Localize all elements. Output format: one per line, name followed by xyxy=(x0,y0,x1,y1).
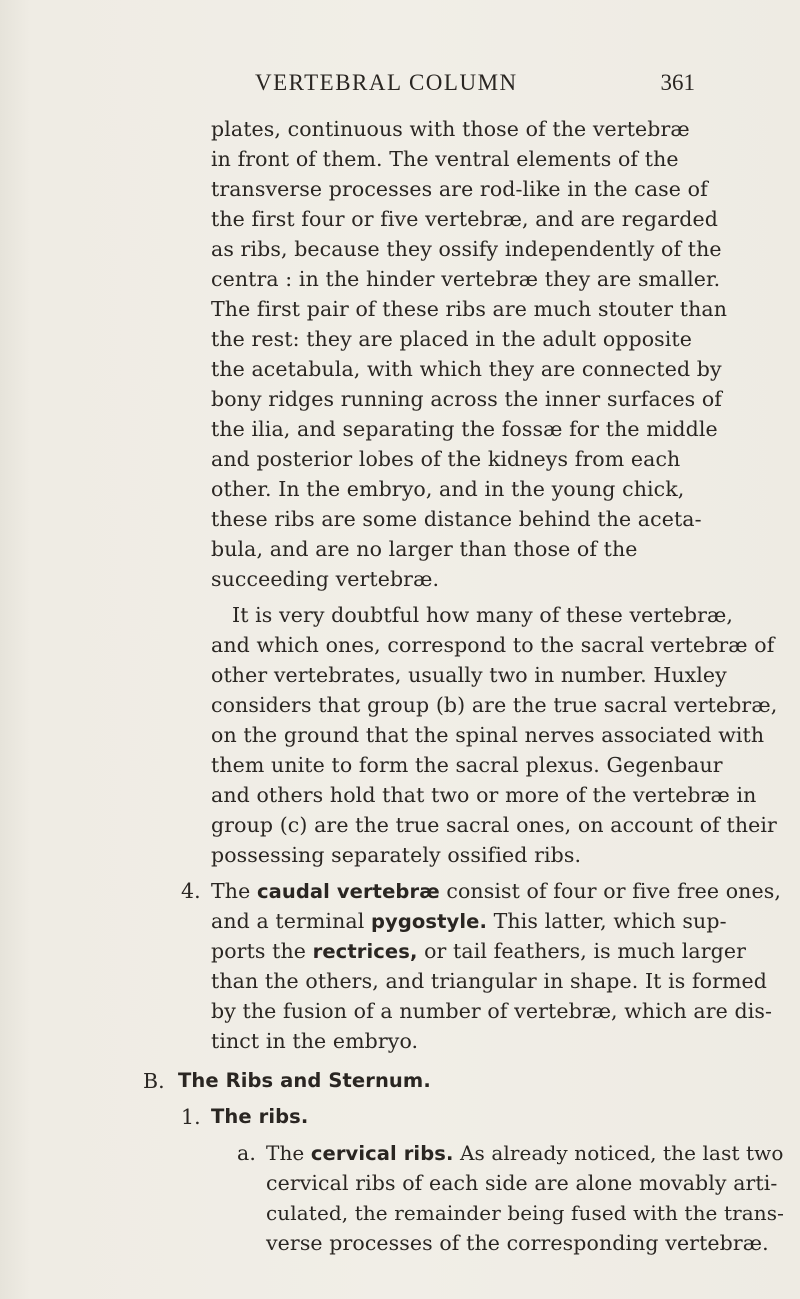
text-line: culated, the remainder being fused with the trans- xyxy=(266,1201,784,1225)
text-line: centra : in the hinder vertebræ they are smaller. xyxy=(211,267,721,291)
section-heading: The Ribs and Sternum. xyxy=(178,1069,431,1092)
text-line: the ilia, and separating the fossæ for the middle xyxy=(211,417,718,441)
text-line: The first pair of these ribs are much stouter than xyxy=(211,297,728,321)
text-line: other vertebrates, usually two in number. Huxley xyxy=(211,663,727,687)
list-number: 4. xyxy=(181,879,201,903)
text: consist of four or five free ones, xyxy=(446,879,781,903)
text-line: the first four or five vertebræ, and are regarded xyxy=(211,207,718,231)
text-line: as ribs, because they ossify independently of the xyxy=(211,237,722,261)
text-line: them unite to form the sacral plexus. Gegenbaur xyxy=(211,753,723,777)
text-line: plates, continuous with those of the vertebræ xyxy=(211,117,690,141)
text: ports the xyxy=(211,939,307,963)
text-line: bula, and are no larger than those of the xyxy=(211,537,638,561)
text: or tail feathers, is much larger xyxy=(424,939,746,963)
text-line: verse processes of the corresponding vertebræ. xyxy=(266,1231,769,1255)
caudal-line-3 xyxy=(211,936,746,966)
text-line: and posterior lobes of the kidneys from each xyxy=(211,447,681,471)
cervical-line-1 xyxy=(266,1138,784,1168)
text-line: and which ones, correspond to the sacral vertebræ of xyxy=(211,633,775,657)
text-line: these ribs are some distance behind the aceta- xyxy=(211,507,702,531)
text-line: bony ridges running across the inner surfaces of xyxy=(211,387,722,411)
list-letter: a. xyxy=(237,1141,256,1165)
list-number: 1. xyxy=(181,1105,201,1129)
text-line: in front of them. The ventral elements of the xyxy=(211,147,679,171)
text-line: possessing separately ossified ribs. xyxy=(211,843,582,867)
text-line: considers that group (b) are the true sacral vertebræ, xyxy=(211,693,778,717)
text: The xyxy=(266,1141,305,1165)
section-letter: B. xyxy=(143,1069,165,1093)
text-line: on the ground that the spinal nerves associated with xyxy=(211,723,765,747)
running-title: VERTEBRAL COLUMN xyxy=(255,70,518,95)
text-line: by the fusion of a number of vertebræ, which are dis- xyxy=(211,999,772,1023)
caudal-line-2 xyxy=(211,906,727,936)
text-line: tinct in the embryo. xyxy=(211,1029,419,1053)
text-line: other. In the embryo, and in the young chick, xyxy=(211,477,685,501)
page-number: 361 xyxy=(660,70,695,95)
caudal-line-1 xyxy=(211,876,781,906)
text-line: cervical ribs of each side are alone movably arti- xyxy=(266,1171,778,1195)
subsection-heading: The ribs. xyxy=(211,1105,309,1128)
term-pygostyle: pygostyle. xyxy=(370,910,487,933)
term-caudal-vertebrae: caudal vertebræ xyxy=(256,880,440,903)
term-rectrices: rectrices, xyxy=(312,940,418,963)
text: and a terminal xyxy=(211,909,365,933)
page-header xyxy=(255,70,695,104)
text: This latter, which sup- xyxy=(493,909,727,933)
text: The xyxy=(211,879,251,903)
text-line: succeeding vertebræ. xyxy=(211,567,440,591)
term-cervical-ribs: cervical ribs. xyxy=(310,1142,454,1165)
text-line: It is very doubtful how many of these vertebræ, xyxy=(232,603,733,627)
text-line: the rest: they are placed in the adult opposite xyxy=(211,327,692,351)
text-line: than the others, and triangular in shape. It is formed xyxy=(211,969,768,993)
text-line: the acetabula, with which they are connected by xyxy=(211,357,722,381)
text-line: transverse processes are rod-like in the case of xyxy=(211,177,708,201)
text-line: group (c) are the true sacral ones, on account of their xyxy=(211,813,777,837)
text: As already noticed, the last two xyxy=(459,1141,784,1165)
text-line: and others hold that two or more of the vertebræ in xyxy=(211,783,757,807)
